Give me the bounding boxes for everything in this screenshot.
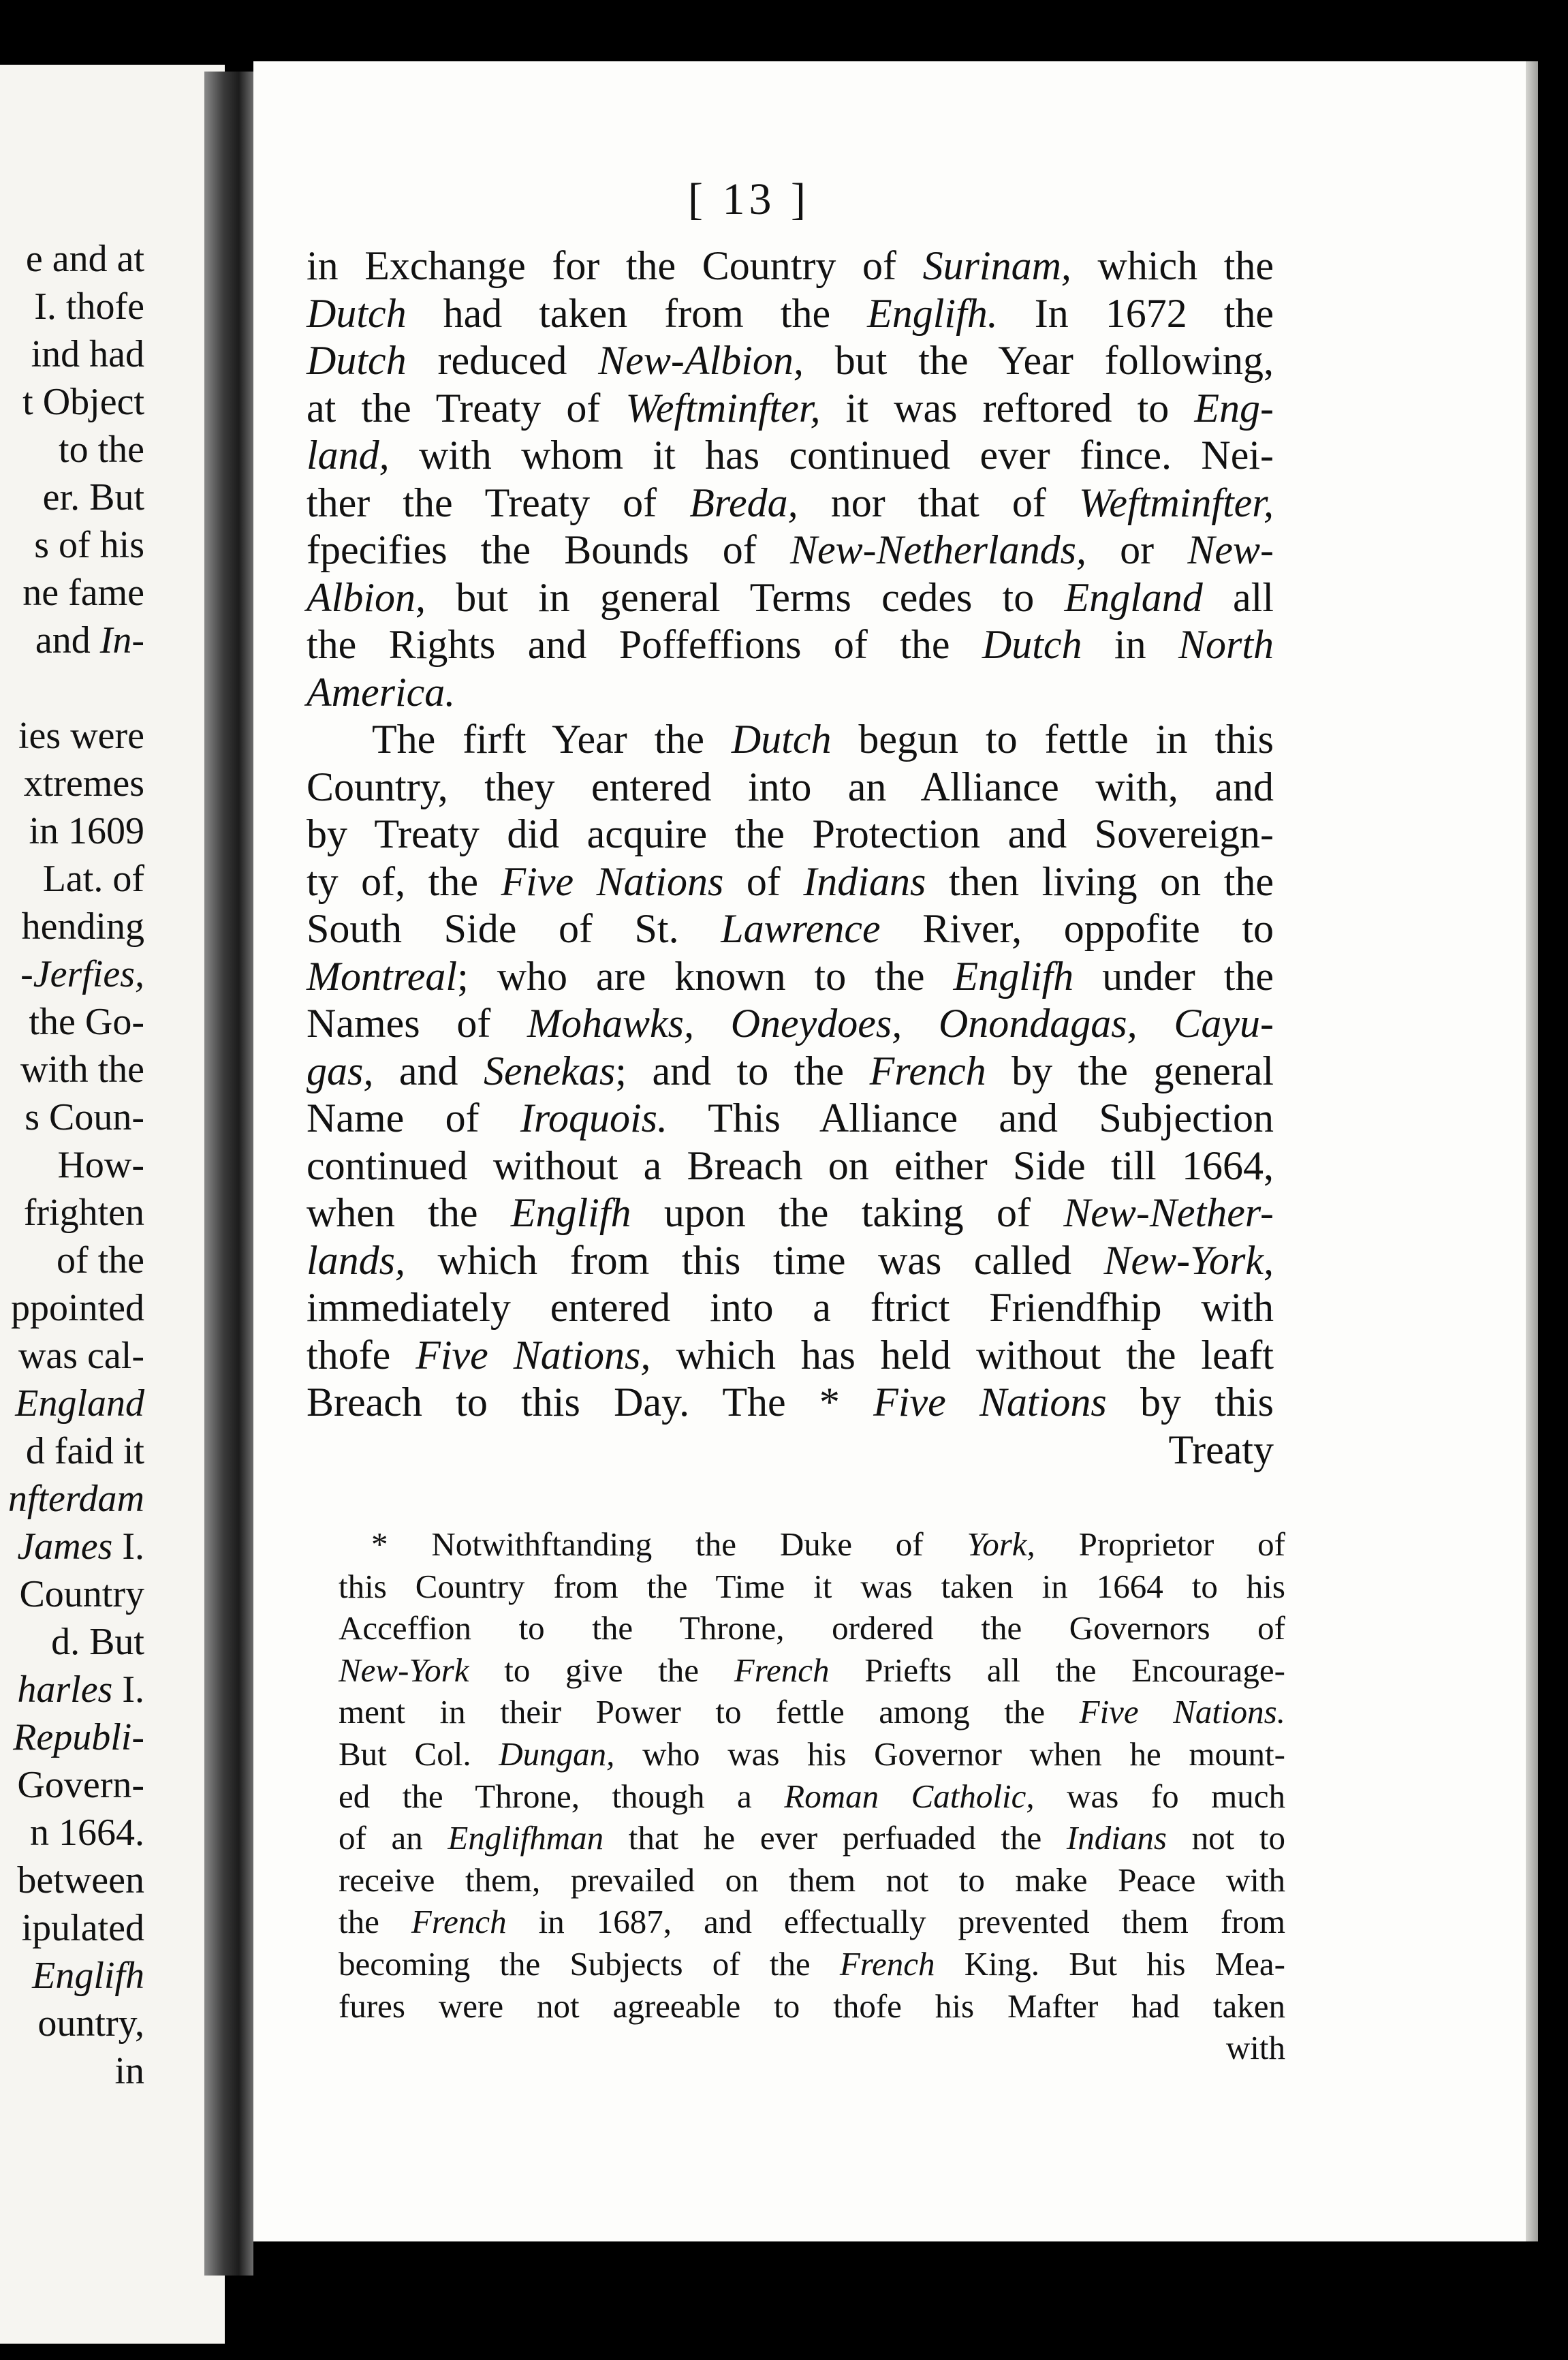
footnote-line: becoming the Subjects of the French King. But his Mea- [339,1944,1285,1983]
text-line: thofe Five Nations, which has held without the leaft [307,1332,1274,1378]
text-line: ther the Treaty of Breda, nor that of Weftminfter, [307,480,1274,525]
text-line: when the Englifh upon the taking of New-Nether- [307,1190,1274,1235]
left-page-line: -Jerfies, [20,953,144,995]
text-line: ty of, the Five Nations of Indians then living on the [307,858,1274,904]
footnote-line: fures were not agreeable to thofe his Mafter had taken [339,1987,1285,2025]
text-line: lands, which from this time was called New-York, [307,1237,1274,1283]
text-line: continued without a Breach on either Side till 1664, [307,1143,1274,1188]
left-page-line: Govern- [17,1764,144,1806]
left-page-line: frighten [23,1192,144,1234]
footnote-line: this Country from the Time it was taken in 1664 to his [339,1567,1285,1605]
left-page-line [0,664,144,712]
left-page-line: and In- [35,619,144,662]
left-page-line: James I. [17,1525,144,1568]
text-line: Montreal; who are known to the Englifh under the [307,953,1274,999]
text-line: in Exchange for the Country of Surinam, which the [307,243,1274,288]
left-facing-page [0,65,225,2344]
left-page-line: I. thofe [34,285,144,328]
left-page-line: harles I. [17,1668,144,1711]
text-line: Treaty [1168,1427,1274,1472]
left-page-line: s Coun- [25,1096,144,1138]
left-page-line: d. But [51,1621,144,1663]
left-page-line: er. But [42,476,144,518]
footnote-line: of an Englifhman that he ever perfuaded the Indians not to [339,1819,1285,1857]
text-line: America. [307,669,456,715]
text-line: The firft Year the Dutch begun to fettle in this [372,717,1274,762]
text-line: land, with whom it has continued ever fince. Nei- [307,433,1274,478]
text-line: Albion, but in general Terms cedes to England all [307,574,1274,620]
book-gutter [204,72,253,2276]
page-number: [ 13 ] [688,174,810,224]
left-page-line: between [17,1859,144,1901]
text-line: immediately entered into a ftrict Friendfhip with [307,1285,1274,1330]
left-page-line: Englifh [32,1955,144,1997]
scan-border [1538,41,1568,2360]
left-page-line: with the [20,1049,144,1091]
left-page-line: e and at [25,238,144,280]
left-page-line: Republi- [13,1716,144,1758]
left-page-line: the Go- [29,1001,144,1043]
text-line: Dutch had taken from the Englifh. In 1672 the [307,290,1274,336]
footnote [339,1523,1285,2069]
text-line: Dutch reduced New-Albion, but the Year following, [307,338,1274,383]
left-page-line: ies were [18,715,144,757]
page-edge [1526,61,1538,2241]
left-page-line: s of his [34,524,144,566]
left-page-line: was cal- [18,1335,144,1377]
left-page-line: Lat. of [42,858,144,900]
left-page-line: England [15,1382,144,1425]
left-page-line: to the [59,429,144,471]
left-page-line: n 1664. [30,1812,144,1854]
text-line: South Side of St. Lawrence River, oppofite to [307,906,1274,951]
text-line: fpecifies the Bounds of New-Netherlands, or New- [307,527,1274,572]
text-line: Names of Mohawks, Oneydoes, Onondagas, Cayu- [307,1001,1274,1046]
left-page-line: of the [56,1239,144,1282]
left-page-line: ountry, [37,2002,144,2045]
left-page-line: ipulated [21,1907,144,1949]
footnote-line: the French in 1687, and effectually prevented them from [339,1903,1285,1941]
text-line: Country, they entered into an Alliance with, and [307,764,1274,809]
left-page-line: d faid it [25,1430,144,1472]
footnote-line: with [1225,2029,1285,2067]
footnote-line: receive them, prevailed on them not to make Peace with [339,1861,1285,1899]
footnote-line: Acceffion to the Throne, ordered the Governors of [339,1609,1285,1647]
main-text [307,243,1274,1474]
left-page-line: xtremes [23,762,144,805]
left-page-line: in [114,2050,144,2092]
left-page-line: ne fame [22,572,144,614]
footnote-line: But Col. Dungan, who was his Governor when he mount- [339,1735,1285,1773]
left-page-line: in 1609 [29,810,144,852]
footnote-line: ment in their Power to fettle among the Five Nations. [339,1693,1285,1731]
left-page-line: How- [57,1144,144,1186]
left-page-line: ppointed [11,1287,144,1329]
text-line: Name of Iroquois. This Alliance and Subjection [307,1096,1274,1140]
left-page-line: t Object [22,381,144,423]
footnote-line: New-York to give the French Priefts all the Encourage- [339,1651,1285,1689]
left-page-line: nfterdam [7,1478,144,1520]
left-page-line: hending [21,905,144,948]
footnote-line: ed the Throne, though a Roman Catholic, was fo much [339,1777,1285,1815]
text-line: by Treaty did acquire the Protection and Sovereign- [307,811,1274,856]
footnote-line: * Notwithftanding the Duke of York, Proprietor of [371,1525,1285,1563]
text-line: the Rights and Poffeffions of the Dutch in North [307,622,1274,667]
left-page-text [0,235,144,2095]
left-page-line: ind had [31,333,144,375]
text-line: at the Treaty of Weftminfter, it was reftored to Eng- [307,385,1274,431]
left-page-line: Country [19,1573,144,1615]
text-line: gas, and Senekas; and to the French by the general [307,1048,1274,1093]
text-line: Breach to this Day. The * Five Nations by this [307,1380,1274,1425]
